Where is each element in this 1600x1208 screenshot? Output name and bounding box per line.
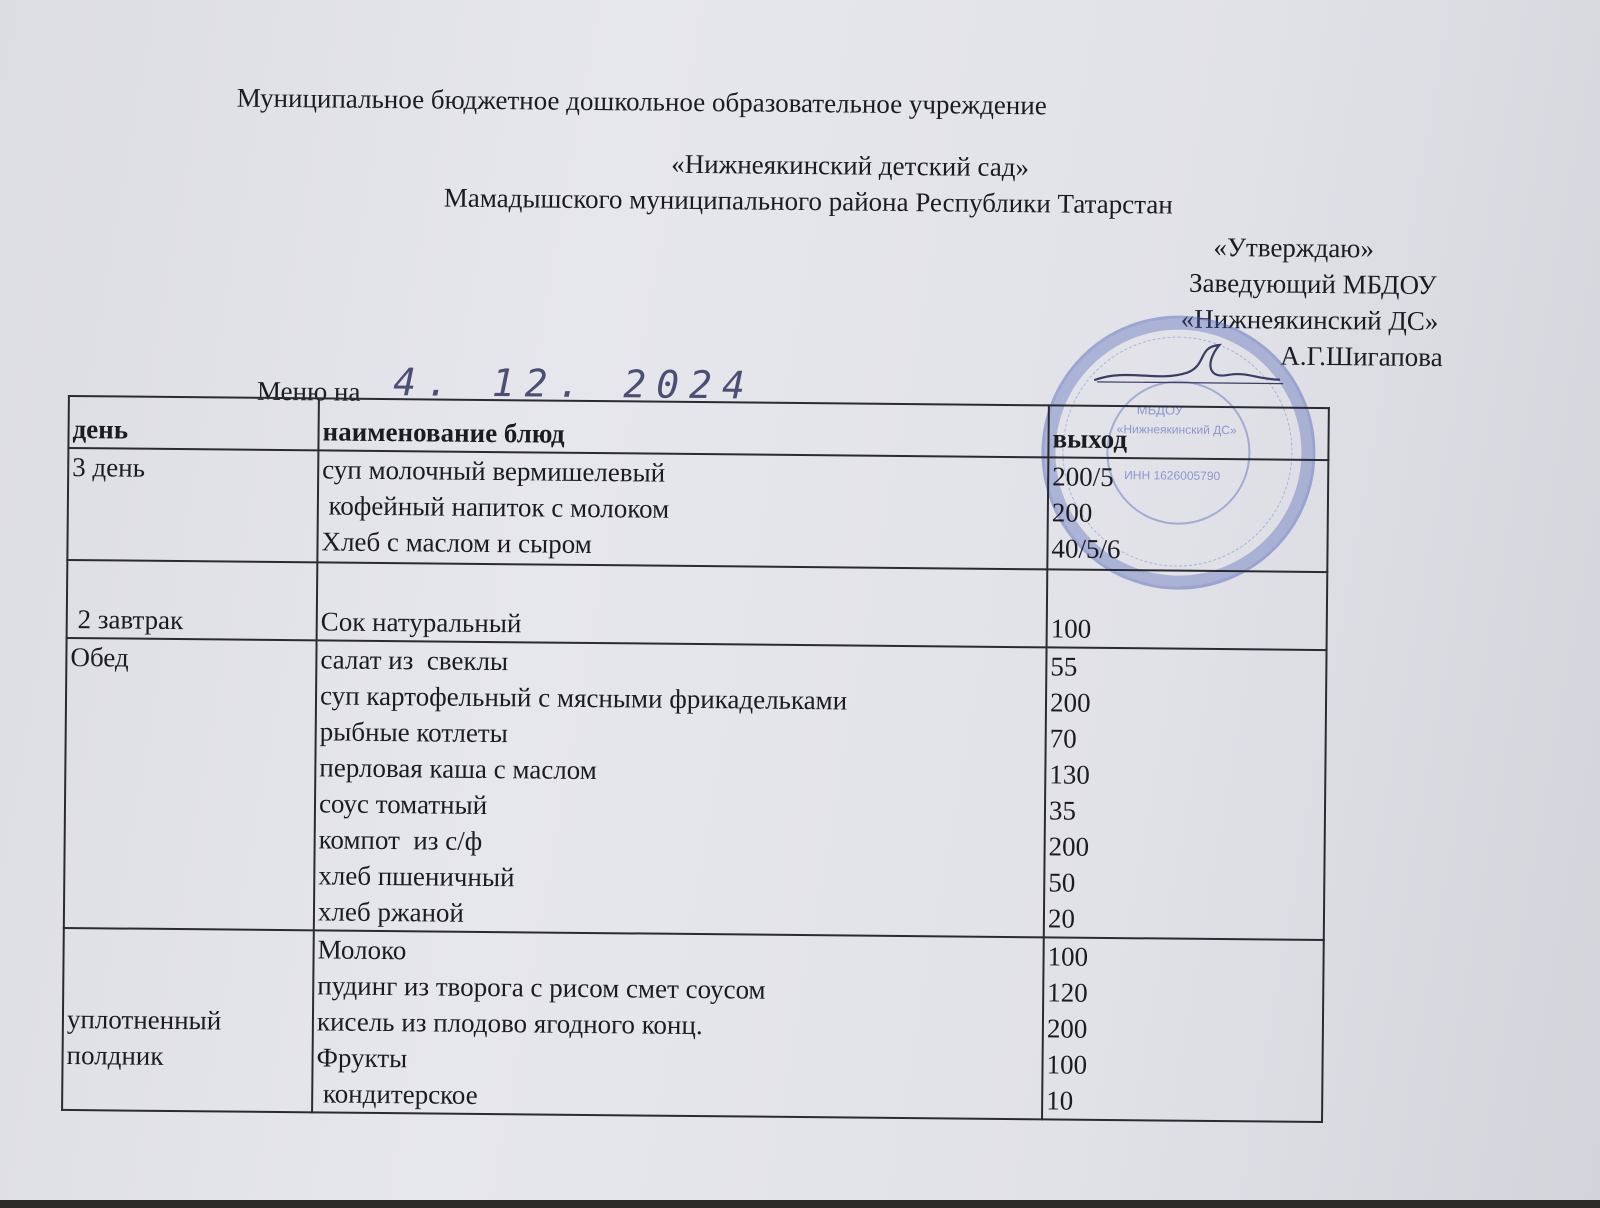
institution-name-line2: «Нижнеякинский детский сад» [671,148,1030,183]
output-item: 50 [1048,867,1076,898]
dish-item: Фрукты [316,1042,408,1074]
dish-item: кисель из плодово ягодного конц. [316,1006,703,1041]
table-row [67,448,1328,572]
approval-position: Заведующий МБДОУ [1188,267,1437,301]
row-day: уплотненный полдник [62,928,314,1112]
output-item: 35 [1048,795,1077,826]
approval-organization: «Нижнеякинский ДС» [1180,303,1439,337]
row-outputs [1047,569,1328,650]
dish-item: рыбные котлеты [319,716,508,749]
dish-item: кондитерское [316,1078,478,1110]
dish-item: перловая каша с маслом [319,752,597,786]
row-outputs [1047,457,1328,572]
dish-item: компот из с/ф [318,824,483,856]
output-item: 200 [1046,1013,1088,1044]
dish-item: пудинг из творога с рисом смет соусом [317,970,766,1005]
output-item: 100 [1046,1049,1088,1080]
table-row [64,638,1327,940]
row-dishes [312,930,1044,1119]
dish-item: суп картофельный с мясными фрикадельками [319,680,848,716]
row-dishes [317,450,1048,569]
dish-item: хлеб ржаной [317,896,465,928]
stamp-inn: ИНН 1626005790 [1124,468,1221,484]
output-item: 120 [1047,977,1088,1008]
table-row [62,928,1324,1122]
row-day: 3 день [67,448,318,562]
dish-item: суп молочный вермишелевый [322,454,666,488]
output-item: 100 [1050,613,1092,644]
table-row [67,560,1328,650]
row-dishes [317,562,1048,647]
menu-label: Меню на [256,375,361,407]
header-dish: наименование блюд [318,398,1048,457]
approval-signatory: А.Г.Шигапова [1280,340,1443,373]
stamp-name: «Нижнеякинский ДС» [1116,422,1237,438]
output-item: 55 [1050,651,1078,682]
signature-mark [1087,338,1288,400]
approval-title: «Утверждаю» [1213,231,1375,264]
menu-table [61,395,1330,1123]
dish-item: кофейный напиток с молоком [321,490,670,524]
dish-item: салат из свеклы [320,644,509,677]
dish-item: хлеб пшеничный [318,860,515,893]
header-output: выход [1048,405,1328,460]
output-item: 200 [1048,831,1090,862]
output-item: 40/5/6 [1051,533,1121,565]
output-item: 70 [1049,723,1077,754]
output-item: 100 [1047,941,1089,972]
row-day: 2 завтрак [67,560,318,640]
row-dishes [314,640,1047,937]
institution-name-line1: Муниципальное бюджетное дошкольное образовательное учреждение [236,82,1047,121]
institution-name-line3: Мамадышского муниципального района Республики Татарстан [443,182,1173,220]
output-item: 200 [1051,497,1093,528]
dish-item: соус томатный [318,788,488,821]
dish-item: Сок натуральный [320,606,522,639]
row-outputs [1042,937,1324,1122]
stamp-title: МБДОУ [1136,402,1184,418]
output-item: 10 [1046,1085,1074,1116]
output-item: 200 [1049,687,1091,718]
output-item: 200/5 [1052,461,1114,493]
menu-date-handwritten: 4. 12. 2024 [393,360,756,408]
output-item: 20 [1047,903,1076,934]
dish-item: Хлеб с маслом и сыром [321,526,592,559]
output-item: 130 [1049,759,1090,790]
dish-item: Молоко [317,934,407,966]
row-day: Обед [64,638,317,930]
row-outputs [1044,647,1327,940]
header-day: день [68,396,318,450]
